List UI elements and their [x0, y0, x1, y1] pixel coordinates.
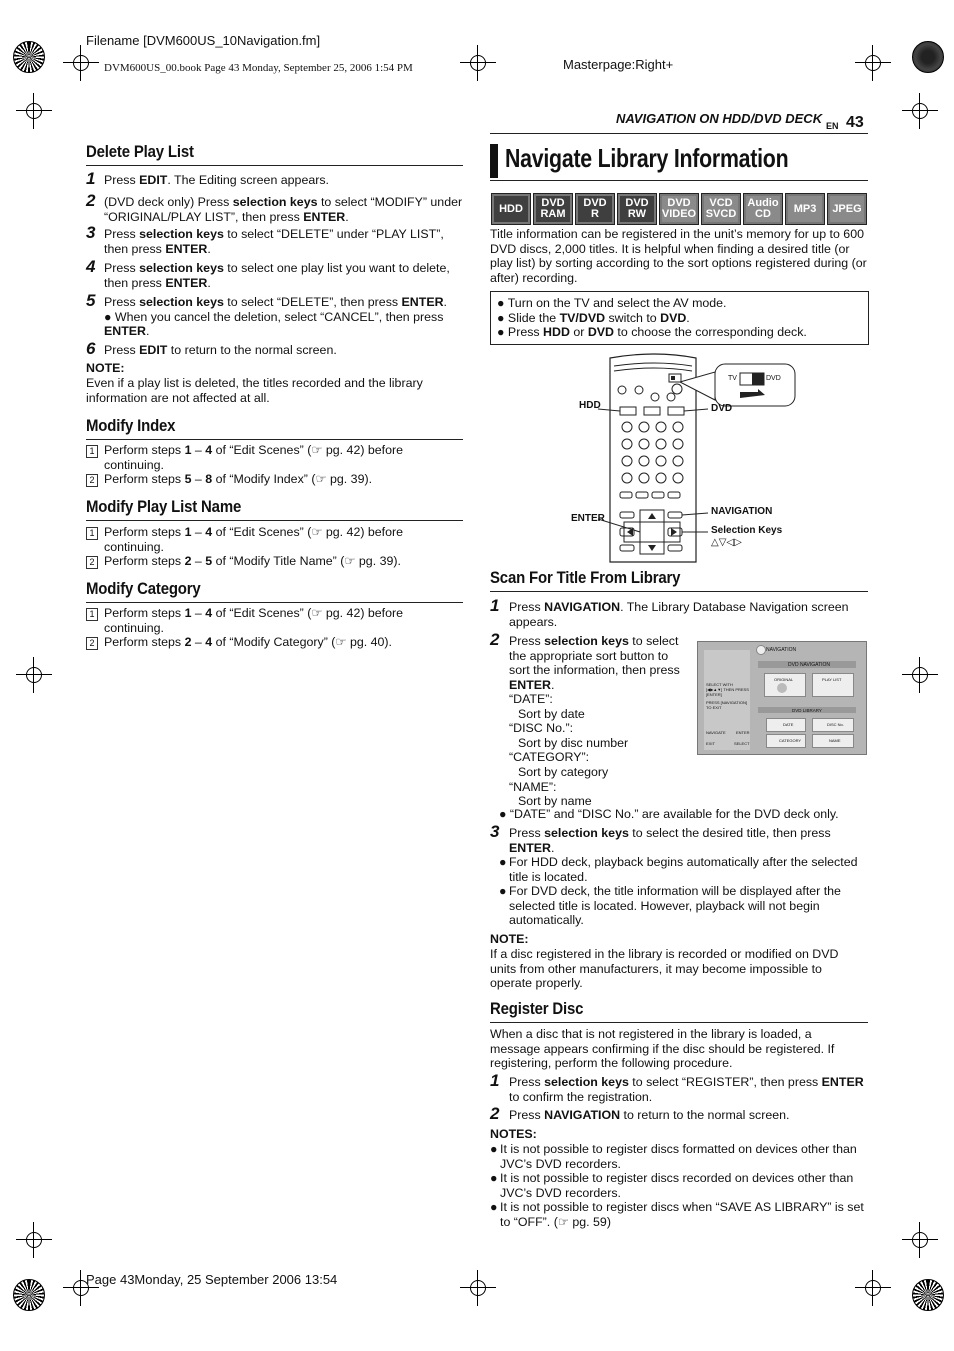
sort-option-name: “DISC No.”: [509, 721, 574, 736]
screen-play-list-label: PLAY LIST [822, 677, 842, 682]
remote-label-navigation: NAVIGATION [711, 506, 773, 517]
step-text: Press selection keys to select “DELETE” under “PLAY LIST”, then press ENTER. [104, 227, 444, 256]
sort-option-desc: Sort by date [518, 706, 585, 721]
remote-label-arrows: △▽◁▷ [711, 537, 742, 548]
prep-item: ● Turn on the TV and select the AV mode. [497, 296, 727, 310]
crop-crosshair [855, 45, 891, 81]
section-title-modify-play-list-name: Modify Play List Name [86, 497, 242, 516]
scan-step2: Press selection keys to select the appropriate sort button to sort the information, then press ENTER. [509, 634, 680, 692]
screen-disc-no-button[interactable] [812, 718, 854, 732]
registration-rosette [912, 41, 944, 73]
filename-label: Filename [DVM600US_10Navigation.fm] [86, 33, 321, 48]
language-label: EN [826, 121, 839, 131]
media-tag: JPEG [827, 193, 867, 225]
step-box-number: 2 [86, 474, 98, 487]
registration-rosette [13, 41, 45, 73]
step-text: Perform steps 1 – 4 of “Edit Scenes” (☞ pg. 42) before continuing. [104, 525, 404, 554]
remote-label-enter: ENTER [571, 513, 605, 524]
step-number: 2 [490, 630, 500, 649]
register-step1: Press selection keys to select “REGISTER”, then press ENTER to confirm the registration. [509, 1075, 864, 1104]
register-note: It is not possible to register discs formatted on devices other than JVC’s DVD recorders. [500, 1142, 857, 1171]
step-number: 1 [490, 1071, 500, 1090]
register-note: It is not possible to register discs recorded on devices other than JVC’s DVD recorders. [500, 1171, 854, 1200]
masterpage-label: Masterpage:Right+ [563, 57, 674, 72]
screen-dvd-library: DVD LIBRARY [792, 708, 822, 713]
registration-rosette [912, 1279, 944, 1311]
step-box-number: 2 [86, 556, 98, 569]
screen-help-1: SELECT WITH [◀▶▲▼] THEN PRESS [ENTER] [706, 682, 749, 697]
page-title: Navigate Library Information [505, 143, 789, 173]
step-text: Press EDIT to return to the normal screen. [104, 343, 337, 357]
sort-option-name: “CATEGORY”: [509, 750, 590, 765]
crop-crosshair [460, 45, 496, 81]
switch-label-tv: TV [728, 375, 737, 382]
section-title-register: Register Disc [490, 999, 584, 1018]
crop-crosshair [16, 657, 52, 693]
step-box-number: 1 [86, 527, 98, 540]
step-number: 6 [86, 339, 96, 358]
screen-play-list-button[interactable] [812, 673, 854, 697]
media-tag: DVD RW [617, 193, 657, 225]
prep-item: ● Press HDD or DVD to choose the corresponding deck. [497, 325, 807, 340]
page-number: 43 [846, 114, 864, 131]
sort-option-desc: Sort by name [518, 794, 592, 809]
book-info: DVM600US_00.book Page 43 Monday, September 25, 2006 1:54 PM [104, 62, 413, 74]
screen-name-button[interactable] [812, 734, 854, 748]
screen-name-label: NAME [829, 738, 841, 743]
step-number: 2 [490, 1104, 500, 1123]
running-head: NAVIGATION ON HDD/DVD DECK [616, 111, 823, 126]
step-box-number: 1 [86, 608, 98, 621]
scan-step3-bullet1: For HDD deck, playback begins automatically after the selected title is located. [509, 855, 858, 884]
media-tag: VCD SVCD [701, 193, 741, 225]
screen-disc-no-label: DISC No. [827, 722, 844, 727]
media-tag: DVD VIDEO [659, 193, 699, 225]
screen-footer-navigate: NAVIGATE [706, 730, 726, 735]
crop-crosshair [902, 657, 938, 693]
screen-category-button[interactable] [766, 734, 806, 748]
crop-crosshair [902, 1222, 938, 1258]
note-label: NOTE: [86, 361, 125, 375]
register-intro: When a disc that is not registered in the library is loaded, a message appears confirming if the disc should be registered. If registering, perform the following procedure. [490, 1027, 835, 1071]
step-text: Perform steps 5 – 8 of “Modify Index” (☞ pg. 39). [104, 472, 373, 486]
sort-option-name: “DATE”: [509, 692, 553, 706]
step-text: Perform steps 2 – 4 of “Modify Category” (☞ pg. 40). [104, 635, 392, 649]
media-tag: HDD [491, 193, 531, 225]
screen-footer-enter: ENTER [736, 730, 750, 735]
step-box-number: 1 [86, 445, 98, 458]
step-number: 3 [86, 223, 96, 242]
media-tag: DVD R [575, 193, 615, 225]
screen-category-label: CATEGORY [779, 738, 802, 743]
sort-option-name: “NAME”: [509, 779, 557, 794]
bullet: ● [490, 1200, 498, 1214]
step-text: Perform steps 1 – 4 of “Edit Scenes” (☞ pg. 42) before continuing. [104, 443, 404, 472]
crop-crosshair [63, 45, 99, 81]
remote-label-dvd: DVD [711, 403, 733, 414]
screen-original-button[interactable] [764, 673, 806, 697]
screen-original-label: ORIGINAL [774, 677, 794, 682]
step-number: 4 [86, 257, 96, 276]
crop-crosshair [902, 93, 938, 129]
step-text: Press EDIT. The Editing screen appears. [104, 173, 329, 187]
step-number: 1 [490, 596, 500, 615]
navigation-screen [697, 641, 867, 755]
bullet: ● [490, 1142, 498, 1156]
footer-text: Page 43Monday, 25 September 2006 13:54 [86, 1272, 338, 1287]
scan-step3: Press selection keys to select the desired title, then press ENTER. [509, 826, 831, 855]
step-number: 2 [86, 191, 96, 210]
section-title-modify-index: Modify Index [86, 416, 176, 435]
media-tag: Audio CD [743, 193, 783, 225]
register-step2: Press NAVIGATION to return to the normal screen. [509, 1108, 790, 1122]
step-box-number: 2 [86, 637, 98, 650]
scan-note: If a disc registered in the library is recorded or modified on DVD units from other manufacturers, it may become impossible to operate properly. [490, 947, 839, 991]
title-bar [490, 144, 498, 178]
screen-footer-select: SELECT [734, 741, 750, 746]
crop-crosshair [460, 1270, 496, 1306]
intro-text: Title information can be registered in the unit’s memory for up to 600 DVD discs, 2,000 titles. It is helpful when finding a desired title (or play list) by sorting according to the sort options registered during (or after) recording. [490, 227, 867, 285]
step-text: (DVD deck only) Press selection keys to select “MODIFY” under “ORIGINAL/PLAY LIST”, then press ENTER. [104, 195, 463, 224]
screen-date-button[interactable] [766, 718, 806, 732]
note-text: Even if a play list is deleted, the titles recorded and the library information are not affected at all. [86, 376, 423, 405]
step-number: 1 [86, 169, 96, 188]
screen-disc-icon [777, 683, 787, 693]
scan-step3-bullet2: For DVD deck, the title information will be displayed after the selected title is located. However, playback will not begin automatically. [509, 884, 841, 928]
section-title-scan: Scan For Title From Library [490, 568, 681, 587]
sort-option-desc: Sort by category [518, 765, 609, 779]
crop-crosshair [16, 93, 52, 129]
bullet: ● [490, 1171, 498, 1185]
remote-label-selection-keys: Selection Keys [711, 525, 783, 536]
scan-step1: Press NAVIGATION. The Library Database Navigation screen appears. [509, 600, 849, 629]
screen-dvd-navigation: DVD NAVIGATION [788, 662, 831, 668]
media-tag: MP3 [785, 193, 825, 225]
section-title-delete-play-list: Delete Play List [86, 142, 194, 161]
screen-nav-title: NAVIGATION [766, 647, 797, 653]
step-number: 5 [86, 291, 96, 310]
sort-option-desc: Sort by disc number [518, 735, 629, 750]
step-number: 3 [490, 822, 500, 841]
register-note: It is not possible to register discs when “SAVE AS LIBRARY” is set to “OFF”. (☞ pg. 59) [500, 1200, 864, 1229]
crop-crosshair [855, 1270, 891, 1306]
registration-rosette [13, 1279, 45, 1311]
screen-disc-icon [756, 645, 766, 655]
scan-date-note: ● “DATE” and “DISC No.” are available for the DVD deck only. [499, 807, 839, 821]
step-text: Press selection keys to select “DELETE”, then press ENTER. ● When you cancel the deletion, select “CANCEL”, then press ENTER. [104, 295, 447, 339]
step-text: Perform steps 2 – 5 of “Modify Title Name” (☞ pg. 39). [104, 554, 401, 568]
section-title-modify-category: Modify Category [86, 579, 201, 598]
switch-label-dvd: DVD [766, 375, 781, 382]
step-text: Press selection keys to select one play list you want to delete, then press ENTER. [104, 261, 450, 290]
screen-date-label: DATE [783, 722, 794, 727]
register-notes-label: NOTES: [490, 1127, 537, 1141]
crop-crosshair [16, 1222, 52, 1258]
prep-item: ● Slide the TV/DVD switch to DVD. [497, 310, 690, 325]
remote-label-hdd: HDD [579, 400, 601, 411]
screen-footer-exit: EXIT [706, 741, 715, 746]
scan-note-label: NOTE: [490, 932, 529, 946]
media-tag: DVD RAM [533, 193, 573, 225]
screen-help-2: PRESS [NAVIGATION] TO EXIT [706, 700, 747, 710]
step-text: Perform steps 1 – 4 of “Edit Scenes” (☞ pg. 42) before continuing. [104, 606, 404, 635]
